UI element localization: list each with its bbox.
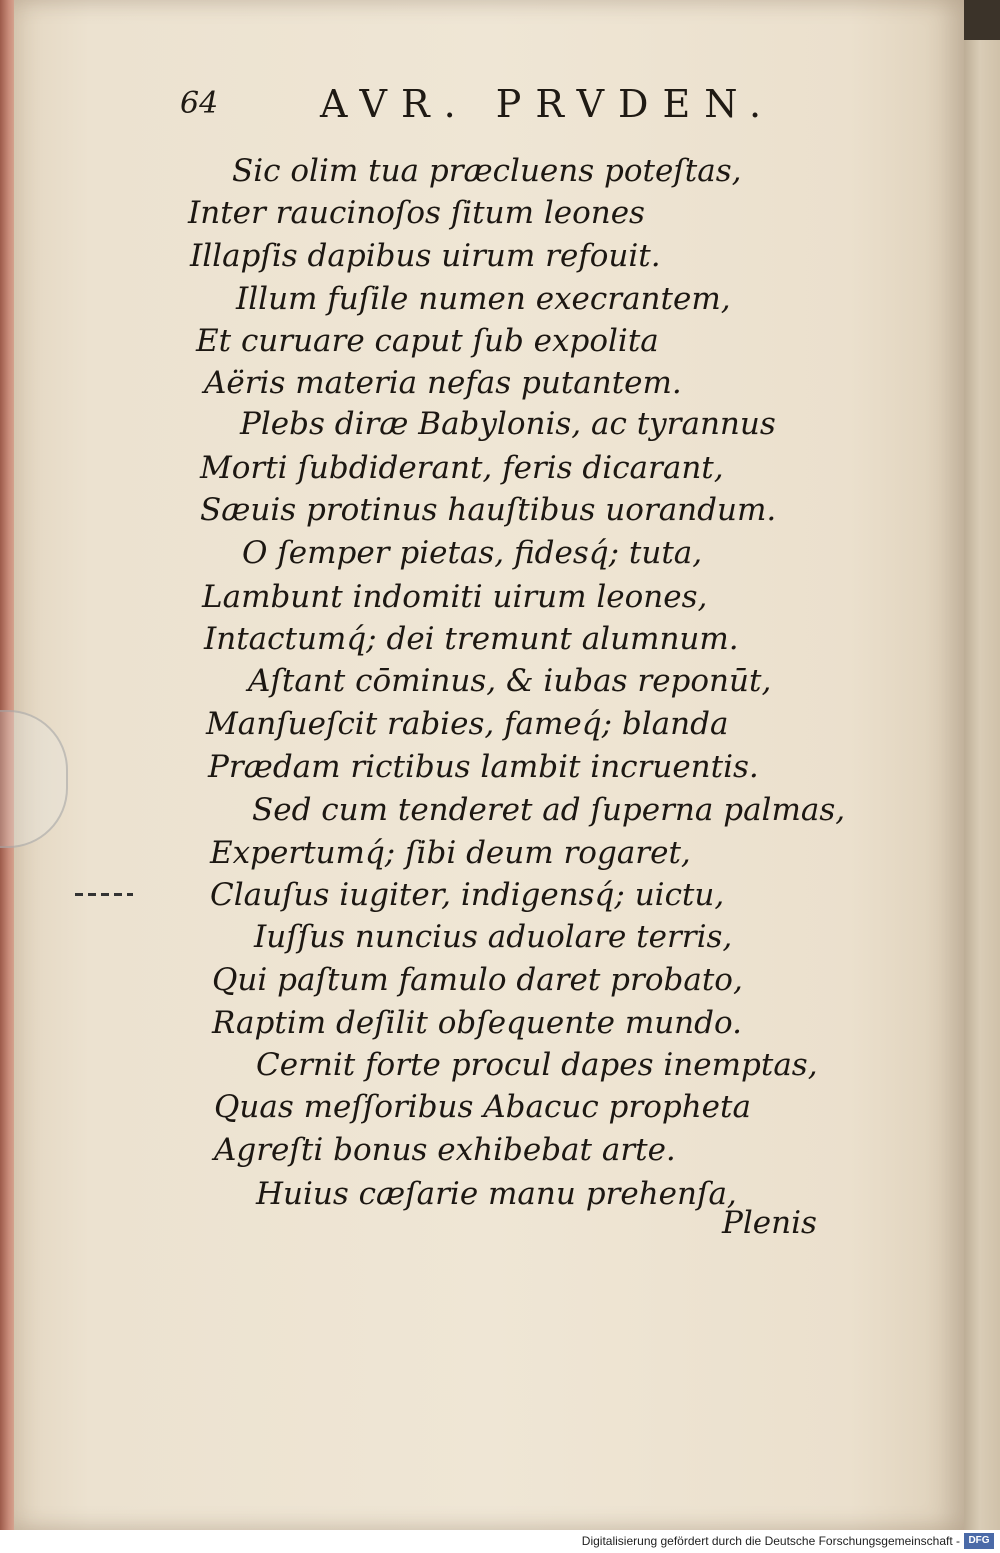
- verse-line: Expertumq́; ſibi deum rogaret,: [210, 835, 691, 871]
- verse-line: Sæuis protinus hauſtibus uorandum.: [200, 492, 777, 528]
- stray-mark: [75, 893, 133, 896]
- footer-bar: [0, 1530, 1000, 1553]
- verse-line: Et curuare caput ſub expolita: [196, 323, 659, 359]
- running-head: [180, 82, 800, 132]
- verse-line: Raptim deſilit obſequente mundo.: [212, 1005, 742, 1041]
- verse-line: Morti ſubdiderant, feris dicarant,: [200, 450, 724, 486]
- dfg-logo: DFG: [964, 1533, 994, 1549]
- verse-line: Plebs diræ Babylonis, ac tyrannus: [240, 406, 776, 442]
- verse-line: Intactumq́; dei tremunt alumnum.: [204, 621, 739, 657]
- verse-line: Lambunt indomiti uirum leones,: [202, 579, 708, 615]
- facing-page-edge: [960, 40, 1000, 1530]
- verse-line: Clauſus iugiter, indigensq́; uictu,: [210, 877, 725, 913]
- footer-credit: Digitalisierung gefördert durch die Deutsche Forschungsgemeinschaft -: [581, 1534, 960, 1548]
- verse-line: Illum fuſile numen execrantem,: [236, 281, 731, 317]
- verse-line: Sed cum tenderet ad ſuperna palmas,: [252, 792, 846, 828]
- verse-line: Huius cæſarie manu prehenſa,: [256, 1176, 737, 1212]
- verse-line: Inter raucinoſos ſitum leones: [188, 195, 645, 231]
- verse-line: Aſtant cōminus, & iubas reponūt,: [248, 663, 772, 699]
- verse-line: Cernit forte procul dapes inemptas,: [256, 1047, 818, 1083]
- verse-line: Aëris materia nefas putantem.: [204, 365, 682, 401]
- verse-line: Quas meſſoribus Abacuc propheta: [214, 1089, 751, 1125]
- page-title: AVR. PRVDEN.: [320, 82, 776, 126]
- verse-line: Manſueſcit rabies, fameq́; blanda: [206, 706, 729, 742]
- verse-line: Illapſis dapibus uirum refouit.: [190, 238, 661, 274]
- catchword: Plenis: [722, 1205, 817, 1241]
- verse-line: Iuſſus nuncius aduolare terris,: [254, 919, 733, 955]
- verse-line: O ſemper pietas, fidesq́; tuta,: [242, 535, 703, 571]
- page-number: 64: [180, 86, 219, 121]
- verse-line: Sic olim tua præcluens poteſtas,: [232, 153, 742, 189]
- verse-line: Qui paſtum famulo daret probato,: [212, 962, 743, 998]
- verse-line: Agreſti bonus exhibebat arte.: [214, 1132, 676, 1168]
- verse-line: Prædam rictibus lambit incruentis.: [208, 749, 759, 785]
